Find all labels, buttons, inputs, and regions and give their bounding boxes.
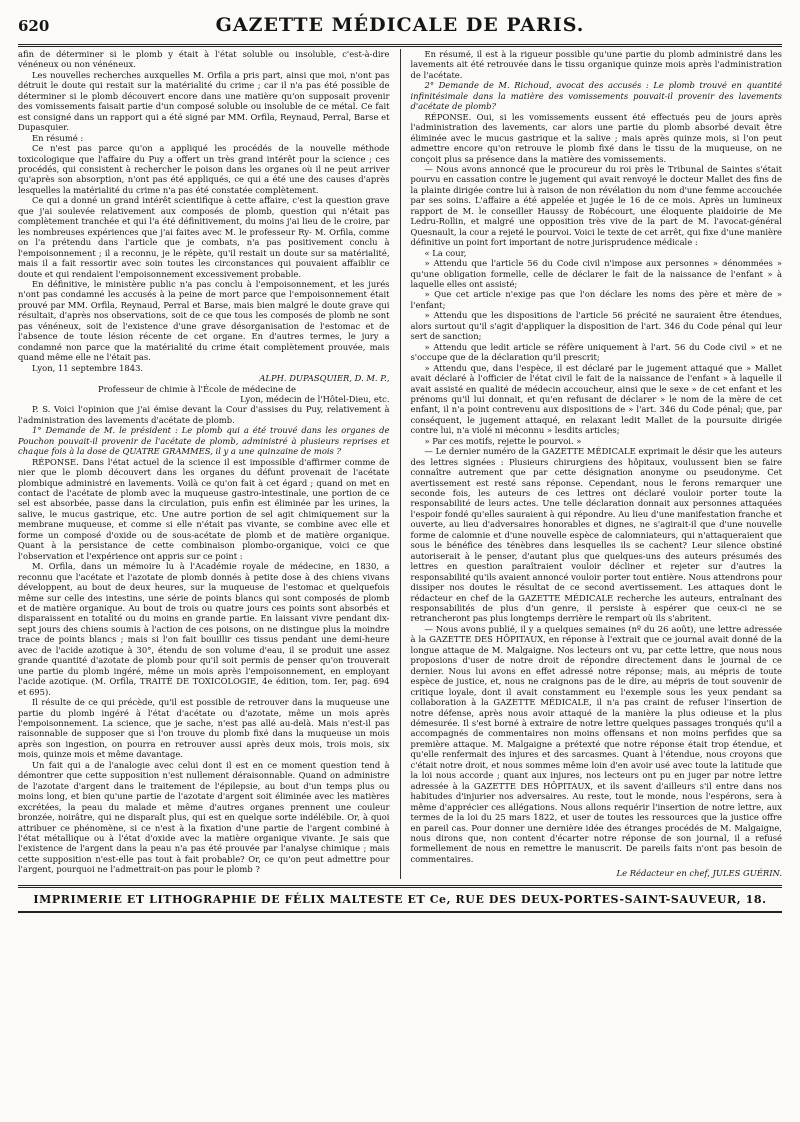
masthead — [18, 14, 782, 42]
left-column — [18, 49, 390, 879]
paragraph: En résumé : — [32, 132, 84, 143]
paragraph: M. Orfila, dans un mémoire lu à l'Académie royale de médecine, en 1830, a reconnu que l'acétate et l'azotate de plomb donnés à petite dose à des chiens vivans développent, au bout de deux heures, sur la muqueuse de l'estomac et quelquefois même sur celle des intestins, une série de points blancs qui sont composés de plomb et de matière organique. Au bout de trois ou quatre jours ces points sont absorbés et disparaissent en totalité ou du moins en grande partie. En laissant vivre pendant dix-sept jours des chiens soumis à l'action de ces poisons, on ne distingue plus la moindre trace de points blancs ; mais si l'on fait bouillir ces tissus pendant une demi-heure avec de l'acide azotique à 30°, étendu de son volume d'eau, il se produit une assez grande quantité d'azotate de plomb pour qu'il soit permis de penser qu'on trouverait une partie du plomb ingéré, même un mois après l'empoisonnement, en employant l'acide azotique. (M. Orfila, TRAITÉ DE TOXICOLOGIE, 4e édition, tom. Ier, pag. 694 et 695). — [18, 561, 390, 697]
signature-name: ALPH. DUPASQUIER, D. M. P., — [259, 373, 390, 384]
footer-rule — [18, 885, 782, 888]
paragraph: — Nous avons annoncé que le procureur du roi près le Tribunal de Saintes s'était pourvu en cassation contre le jugement qui avait renvoyé le docteur Mallet des fins de la plainte dirigée contre lui à raison de non révélation du nom d'une femme accouchée par ses soins. L'affaire a été appelée et jugée le 16 de ce mois. Après un lumineux rapport de M. le conseiller Haussy de Robécourt, une éloquente plaidoirie de Me Ledru-Rollin, et malgré une opposition très vive de la part de M. l'avocat-général Quesnault, la cour a rejeté le pourvoi. Voici le texte de cet arrêt, qui fixe d'une manière définitive un point fort important de notre jurisprudence médicale : — [410, 163, 782, 248]
court-quote: « La cour, — [424, 247, 467, 258]
paragraph: Les nouvelles recherches auxquelles M. Orfila a pris part, ainsi que moi, n'ont pas détruit le doute qui restait sur la matérialité du crime ; car il n'a pas été possible de déterminer si le plomb découvert encore dans une matière qu'on supposait provenir des vomissements faisait partie d'un composé soluble ou insoluble de ce métal. Ce fait est consigné dans un rapport qui a été signé par MM. Orfila, Reynaud, Perral, Barse et Dupasquier. — [18, 69, 390, 133]
court-quote: » Attendu que, dans l'espèce, il est déclaré par le jugement attaqué que » Mallet avait déclaré à l'officier de l'état civil le fait de la naissance de l'enfant » à laquelle il avait assisté en qualité de médecin accoucheur, ainsi que le sexe » de cet enfant et les prénoms qu'il lui donnait, et qu'en refusant de déclarer » le nom de la mère de cet enfant, il n'a point contrevenu aux dispositions de » l'art. 346 du Code pénal; que, par conséquent, le jugement attaqué, en relaxant ledit Mallet de la poursuite dirigée contre lui, n'a violé ni méconnu » lesdits articles; — [410, 362, 782, 436]
paragraph: afin de déterminer si le plomb y était à l'état soluble ou insoluble, c'est-à-dire vénéneux ou non vénéneux. — [18, 49, 390, 70]
paragraph: — Le dernier numéro de la GAZETTE MÉDICALE exprimait le désir que les auteurs des lettres signées : Plusieurs chirurgiens des hôpitaux, voulussent bien se faire connaître autrement que par cette désignation anonyme ou pseudonyme. Cet avertissement est resté sans réponse. Cependant, nous le ferons remarquer une seconde fois, les auteurs de ces lettres ont déclaré vouloir porter toute la responsabilité de leurs actes. Une telle déclaration donnait aux personnes attaquées l'espoir fondé qu'elles sauraient à qui répondre. Au lieu d'une manifestation franche et ouverte, au lieu d'adversaires honorables et dignes, ne s'agirait-il que d'une nouvelle forme de calomnie et d'une nouvelle espèce de calomniateurs, qui n'attaqueraient que sous le bénéfice des ténèbres dans lesquelles ils se cachent? Leur silence obstiné autoriserait à le penser, d'autant plus que quelques-uns des auteurs présumés des lettres en question paraîtraient vouloir décliner et rejeter sur d'autres la responsabilité qu'ils avaient annoncé vouloir porter tout entière. Nous attendrons pour dissiper nos doutes le résultat de ce second avertissement. Les attaques dont le rédacteur en chef de la GAZETTE MÉDICALE recherche les auteurs, entraînant des responsabilités de plus d'un genre, il persiste à espérer que ceux-ci ne se retrancheront pas plus longtemps derrière le rempart où ils s'abritent. — [410, 446, 782, 624]
paragraph: — Nous avons publié, il y a quelques semaines (nº du 26 août), une lettre adressée à la GAZETTE DES HÔPITAUX, en réponse à l'extrait que ce journal avait donné de la longue attaque de M. Malgaigne. Nos lecteurs ont vu, par cette lettre, que nous nous proposions d'user de notre droit de répondre directement dans le journal de ce dernier. Nous lui avons en effet adressé notre réponse; mais, au mépris de toute espèce de justice, et, nous ne craignons pas de le dire, au mépris de tout souvenir de critique loyale, dont il avait constamment eu l'exemple sous les yeux pendant sa collaboration à la GAZETTE MÉDICALE, il n'a pas craint de refuser l'insertion de notre défense, après nous avoir attaqué de la manière la plus odieuse et la plus démesurée. Il s'est borné à extraire de notre lettre quelques passages tronqués qu'il a accompagnés de commentaires non moins offensans et non moins perfides que sa première attaque. M. Malgaigne a prétexté que notre réponse était trop étendue, et qu'elle renfermait des injures et des sarcasmes. Quant à l'étendue, nous croyons que c'était notre droit, et nous sommes même loin d'en avoir usé avec toute la latitude que la loi nous accorde ; quant aux injures, nos lecteurs ont pu en juger par notre lettre adressée à la GAZETTE DES HÔPITAUX, et ils savent d'ailleurs s'il entre dans nos habitudes d'injurier nos adversaires. Au reste, tout le monde, nous l'espérons, sera à même d'apprécier ces allégations. Nous allons requérir l'insertion de notre lettre, aux termes de la loi du 25 mars 1822, et user de toutes les ressources que la justice offre en pareil cas. Pour donner une dernière idée des étranges procédés de M. Malgaigne, nous dirons que, non content d'écarter notre réponse de son journal, il a refusé formellement de nous en remettre le manuscrit. De pareils faits n'ont pas besoin de commentaires. — [410, 623, 782, 864]
newspaper-page — [18, 14, 782, 913]
paragraph: Il résulte de ce qui précède, qu'il est possible de retrouver dans la muqueuse une partie du plomb ingéré à l'état d'acétate ou d'azotate, même un mois après l'empoisonnement. La science, que je sache, n'est pas allé au-delà. Mais n'est-il pas raisonnable de supposer que si l'on trouve du plomb fixé dans la muqueuse un mois après son ingestion, on pourra en retrouver aussi après deux mois, trois mois, six mois, quinze mois et même davantage. — [18, 697, 390, 760]
paragraph: Ce n'est pas parce qu'on a appliqué les procédés de la nouvelle méthode toxicologique que l'affaire du Puy a offert un très grand intérêt pour la science ; ces procédés, qui consistent à rechercher le poison dans les organes où il ne peut arriver qu'après son absorption, n'ont pas été appliqués, ce qui a été une des causes d'après lesquelles la matérialité du crime n'a pas été constatée complètement. — [18, 143, 390, 195]
footer-bottom-rule — [18, 911, 782, 913]
editor-signature: Le Rédacteur en chef, JULES GUÉRIN. — [616, 868, 782, 879]
court-quote: » Attendu que l'article 56 du Code civil n'impose aux personnes » dénommées » qu'une obligation formelle, celle de déclarer le fait de la naissance de l'enfant » à laquelle elles ont assisté; — [410, 258, 782, 289]
court-quote: » Par ces motifs, rejette le pourvoi. » — [424, 435, 582, 446]
paragraph: RÉPONSE. Oui, si les vomissements eussent été effectués peu de jours après l'administration des lavements, car alors une partie du plomb absorbé devait être éliminée avec le mucus gastrique et la salive ; mais après quinze mois, si l'on peut admettre encore qu'on retrouve le plomb fixé dans le tissu de la muqueuse, on ne conçoit plus sa présence dans la matière des vomissements. — [410, 111, 782, 164]
paragraph: P. S. Voici l'opinion que j'ai émise devant la Cour d'assises du Puy, relativement à l'administration des lavements d'acétate de plomb. — [18, 404, 390, 425]
page-number: 620 — [18, 17, 50, 35]
right-column — [410, 49, 782, 879]
signature-role: Professeur de chimie à l'École de médecine de — [98, 383, 297, 394]
signature-place: Lyon, 11 septembre 1843. — [32, 362, 144, 373]
paragraph: Un fait qui a de l'analogie avec celui dont il est en ce moment question tend à démontrer que cette supposition n'est nullement déraisonnable. Quand on administre de l'azotate d'argent dans le traitement de l'épilepsie, au bout d'un temps plus ou moins long, et bien qu'une partie de l'azotate d'argent soit éliminée avec les matières excrétées, la peau du malade et même d'autres organes prennent une couleur bronzée, noirâtre, qui ne disparaît plus, qui est en quelque sorte indélébile. Or, à quoi attribuer ce phénomène, si ce n'est à la fixation d'une partie de l'argent combiné à l'état métallique ou à l'état d'oxide avec la matière organique vivante. Je sais que l'existence de l'argent dans la peau n'a pas été prouvée par l'analyse chimique ; mais cette supposition n'est-elle pas tout à fait probable? Or, ce qu'on peut admettre pour l'argent, pourquoi ne l'admettrait-on pas pour le plomb ? — [18, 759, 390, 875]
printer-imprint: IMPRIMERIE ET LITHOGRAPHIE DE FÉLIX MALTESTE ET Ce, RUE DES DEUX-PORTES-SAINT-SAUVEUR, 18. — [33, 892, 767, 906]
columns — [18, 49, 782, 879]
signature-role: Lyon, médecin de l'Hôtel-Dieu, etc. — [240, 393, 390, 404]
paragraph: Ce qui a donné un grand intérêt scientifique à cette affaire, c'est la question grave que j'ai soulevée relativement aux composés de plomb, question qui n'était pas complètement tranchée et qui l'a été définitivement, du moins j'ai lieu de le croire, par les nombreuses expériences que j'ai faites avec M. le professeur Ry- M. Orfila, comme on l'a prétendu dans l'article que je combats, n'a pas positivement conclu à l'empoisonnement ; il a reconnu, je le répète, qu'il restait un doute sur sa matérialité, mais il a fait ressortir avec soin toutes les circonstances qui pouvaient affaiblir ce doute et qui rendaient l'empoisonnement excessivement probable. — [18, 195, 390, 279]
question: 1° Demande de M. le président : Le plomb qui a été trouvé dans les organes de Pouchon pouvait-il provenir de l'acétate de plomb, administré à plusieurs reprises et chaque fois à la dose de QUATRE GRAMMES, il y a une quinzaine de mois ? — [18, 425, 390, 457]
court-quote: » Attendu que les dispositions de l'article 56 précité ne sauraient être étendues, alors surtout qu'il s'agit d'appliquer la disposition de l'art. 346 du Code pénal qui leur sert de sanction; — [410, 310, 782, 342]
paragraph: En résumé, il est à la rigueur possible qu'une partie du plomb administré dans les lavements ait été retrouvée dans le tissu organique quinze mois après l'administration de l'acétate. — [410, 49, 782, 80]
page-title: GAZETTE MÉDICALE DE PARIS. — [215, 14, 585, 36]
court-quote: » Attendu que ledit article se réfère uniquement à l'art. 56 du Code civil » et ne s'occupe que de la déclaration qu'il prescrit; — [410, 341, 782, 363]
question: 2° Demande de M. Richoud, avocat des accusés : Le plomb trouvé en quantité infinitésimale dans la matière des vomissements pouvait-il provenir des lavements d'acétate de plomb? — [410, 80, 782, 112]
paragraph: En définitive, le ministère public n'a pas conclu à l'empoisonnement, et les jurés n'ont pas condamné les accusés à la peine de mort parce que l'empoisonnement était prouvé par MM. Orfila, Reynaud, Perral et Barse, mais bien malgré le doute grave qui résultait, d'après nos observations, soit de ce que tous les composés de plomb ne sont pas vénéneux, soit de l'existence d'une grave désorganisation de l'estomac et de l'absence de toute lésion récente de cet organe. En d'autres termes, le jury a condamné non parce que la matérialité du crime était complètement prouvée, mais quand même elle ne l'était pas. — [18, 278, 390, 363]
paragraph: RÉPONSE. Dans l'état actuel de la science il est impossible d'affirmer comme de nier que le plomb découvert dans les organes du défunt provenait de l'acétate plombique administré en lavements. Voilà ce qu'on fait à cet égard ; quand on met en contact de l'acétate de plomb avec la muqueuse gastro-intestinale, une portion de ce sel est absorbée, passe dans la circulation, puis enfin est éliminée par les urines, la salive, le mucus gastrique, etc. Une autre portion de sel agit chimiquement sur la membrane muqueuse, et comme si elle n'était pas vivante, se combine avec elle et forme un composé d'oxide ou de sous-acétate de plomb et de matière organique. Quant à la persistance de cette combinaison plombo-organique, voici ce que l'observation et l'expérience ont appris sur ce point : — [18, 456, 390, 561]
header-rule — [18, 44, 782, 47]
column-divider — [400, 49, 401, 879]
court-quote: » Que cet article n'exige pas que l'on déclare les noms des père et mère de » l'enfant; — [410, 289, 782, 310]
